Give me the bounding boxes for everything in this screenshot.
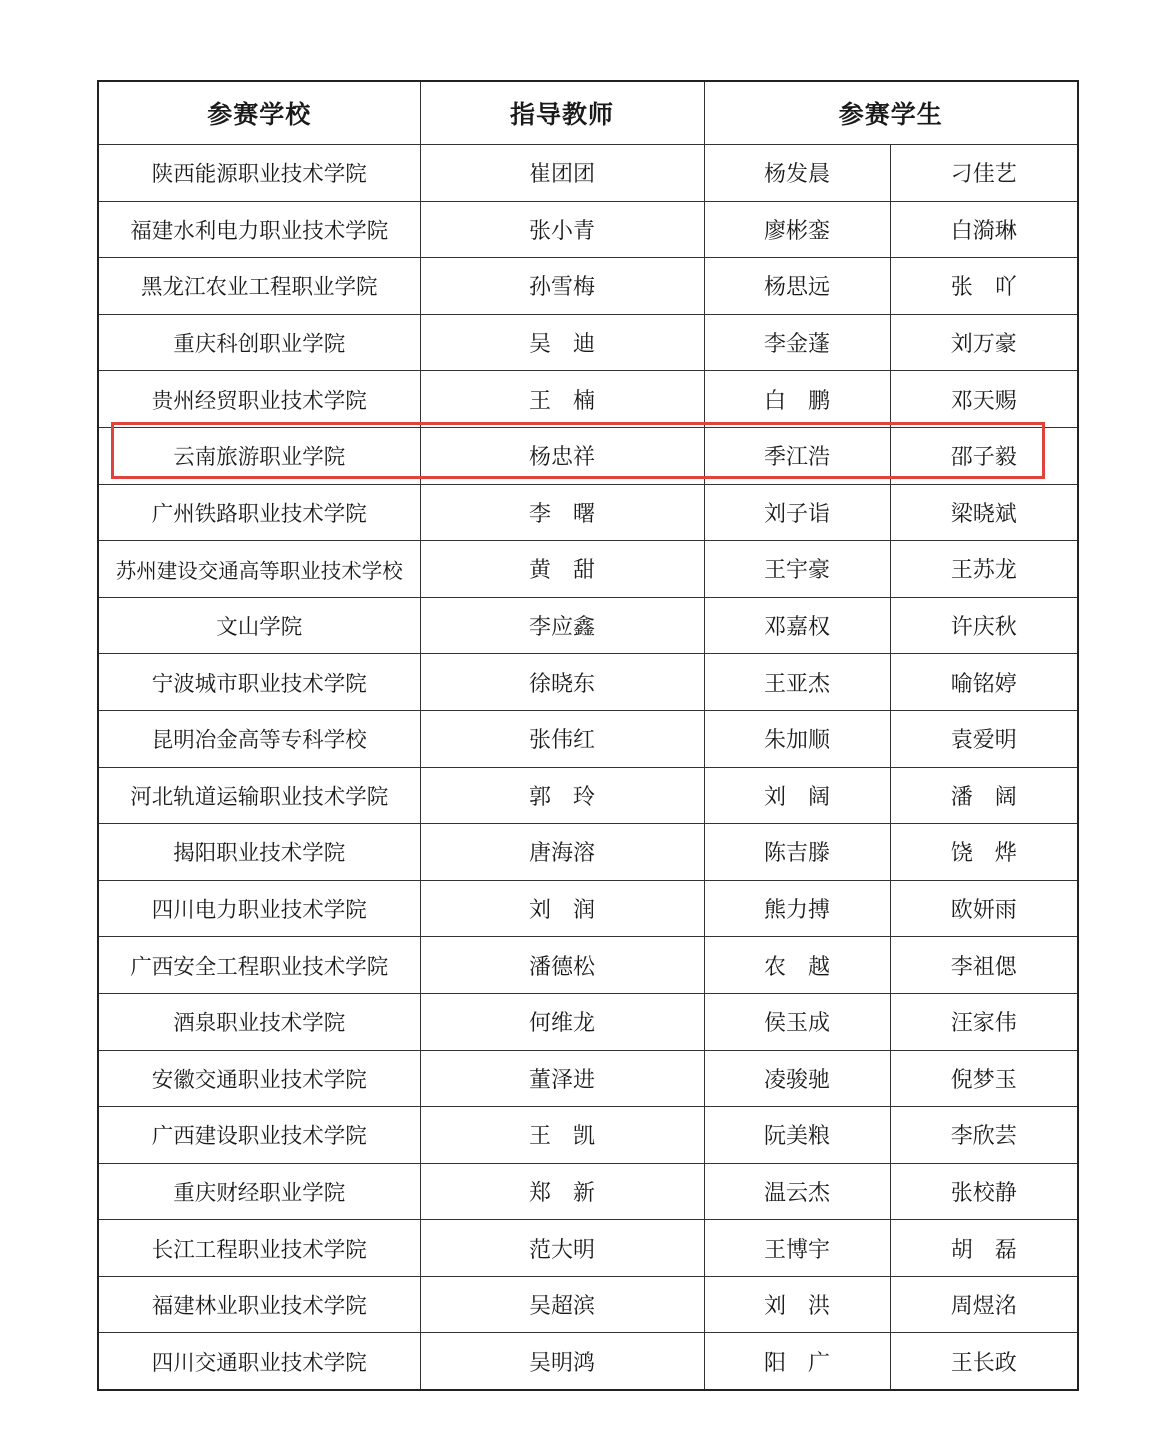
student1-cell: 农 越 xyxy=(704,937,890,994)
teacher-cell: 黄 甜 xyxy=(420,541,704,598)
school-cell: 安徽交通职业技术学院 xyxy=(98,1050,420,1107)
school-cell: 重庆科创职业学院 xyxy=(98,314,420,371)
table-row xyxy=(98,1163,1078,1220)
table-row xyxy=(98,937,1078,994)
teacher-cell: 杨忠祥 xyxy=(420,427,704,484)
student2-cell: 张 吖 xyxy=(890,258,1078,315)
table-row xyxy=(98,993,1078,1050)
student2-cell: 邓天赐 xyxy=(890,371,1078,428)
school-cell: 河北轨道运输职业技术学院 xyxy=(98,767,420,824)
student1-cell: 阮美粮 xyxy=(704,1107,890,1164)
student2-cell: 刁佳艺 xyxy=(890,145,1078,202)
school-cell: 文山学院 xyxy=(98,597,420,654)
teacher-cell: 张小青 xyxy=(420,201,704,258)
student2-cell: 潘 阔 xyxy=(890,767,1078,824)
teacher-cell: 李应鑫 xyxy=(420,597,704,654)
table-row xyxy=(98,880,1078,937)
school-cell: 广西安全工程职业技术学院 xyxy=(98,937,420,994)
student2-cell: 胡 磊 xyxy=(890,1220,1078,1277)
student2-cell: 喻铭婷 xyxy=(890,654,1078,711)
teacher-cell: 唐海溶 xyxy=(420,824,704,881)
teacher-cell: 何维龙 xyxy=(420,993,704,1050)
teacher-cell: 郑 新 xyxy=(420,1163,704,1220)
teacher-cell: 潘德松 xyxy=(420,937,704,994)
header-school: 参赛学校 xyxy=(98,81,420,145)
table-row xyxy=(98,1107,1078,1164)
table-row xyxy=(98,1333,1078,1390)
student1-cell: 季江浩 xyxy=(704,427,890,484)
student2-cell: 王长政 xyxy=(890,1333,1078,1390)
teacher-cell: 董泽进 xyxy=(420,1050,704,1107)
student2-cell: 袁爱明 xyxy=(890,710,1078,767)
teacher-cell: 孙雪梅 xyxy=(420,258,704,315)
header-teacher: 指导教师 xyxy=(420,81,704,145)
student2-cell: 张校静 xyxy=(890,1163,1078,1220)
student1-cell: 王宇豪 xyxy=(704,541,890,598)
teacher-cell: 李 曙 xyxy=(420,484,704,541)
school-cell: 酒泉职业技术学院 xyxy=(98,993,420,1050)
student1-cell: 邓嘉权 xyxy=(704,597,890,654)
school-cell: 陕西能源职业技术学院 xyxy=(98,145,420,202)
student2-cell: 梁晓斌 xyxy=(890,484,1078,541)
student1-cell: 朱加顺 xyxy=(704,710,890,767)
student2-cell: 李祖偲 xyxy=(890,937,1078,994)
table-row xyxy=(98,541,1078,598)
table-row xyxy=(98,484,1078,541)
teacher-cell: 吴超滨 xyxy=(420,1276,704,1333)
student1-cell: 王亚杰 xyxy=(704,654,890,711)
table-row xyxy=(98,1220,1078,1277)
school-cell: 宁波城市职业技术学院 xyxy=(98,654,420,711)
school-cell: 福建林业职业技术学院 xyxy=(98,1276,420,1333)
table-row xyxy=(98,201,1078,258)
student2-cell: 李欣芸 xyxy=(890,1107,1078,1164)
table-row xyxy=(98,314,1078,371)
school-cell: 云南旅游职业学院 xyxy=(98,427,420,484)
school-cell: 广西建设职业技术学院 xyxy=(98,1107,420,1164)
school-cell: 昆明冶金高等专科学校 xyxy=(98,710,420,767)
teacher-cell: 吴 迪 xyxy=(420,314,704,371)
student1-cell: 李金蓬 xyxy=(704,314,890,371)
table-row xyxy=(98,710,1078,767)
student1-cell: 王博宇 xyxy=(704,1220,890,1277)
header-students: 参赛学生 xyxy=(704,81,1078,145)
school-cell: 四川交通职业技术学院 xyxy=(98,1333,420,1390)
student1-cell: 刘 洪 xyxy=(704,1276,890,1333)
student1-cell: 廖彬銮 xyxy=(704,201,890,258)
student2-cell: 许庆秋 xyxy=(890,597,1078,654)
student2-cell: 白漪琳 xyxy=(890,201,1078,258)
student1-cell: 刘 阔 xyxy=(704,767,890,824)
school-cell: 重庆财经职业学院 xyxy=(98,1163,420,1220)
student2-cell: 欧妍雨 xyxy=(890,880,1078,937)
teacher-cell: 吴明鸿 xyxy=(420,1333,704,1390)
school-cell: 四川电力职业技术学院 xyxy=(98,880,420,937)
student2-cell: 汪家伟 xyxy=(890,993,1078,1050)
table-row xyxy=(98,767,1078,824)
teacher-cell: 王 楠 xyxy=(420,371,704,428)
student1-cell: 阳 广 xyxy=(704,1333,890,1390)
school-cell: 揭阳职业技术学院 xyxy=(98,824,420,881)
student1-cell: 凌骏驰 xyxy=(704,1050,890,1107)
table-row xyxy=(98,145,1078,202)
student2-cell: 饶 烨 xyxy=(890,824,1078,881)
table-row-highlighted xyxy=(98,427,1078,484)
teacher-cell: 范大明 xyxy=(420,1220,704,1277)
header-row xyxy=(98,81,1078,145)
table-row xyxy=(98,824,1078,881)
student1-cell: 白 鹏 xyxy=(704,371,890,428)
table-row xyxy=(98,258,1078,315)
table-row xyxy=(98,1050,1078,1107)
student1-cell: 陈吉滕 xyxy=(704,824,890,881)
student2-cell: 周煜洺 xyxy=(890,1276,1078,1333)
student1-cell: 杨发晨 xyxy=(704,145,890,202)
teacher-cell: 徐晓东 xyxy=(420,654,704,711)
school-cell: 贵州经贸职业技术学院 xyxy=(98,371,420,428)
table-row xyxy=(98,1276,1078,1333)
school-cell: 广州铁路职业技术学院 xyxy=(98,484,420,541)
school-cell: 长江工程职业技术学院 xyxy=(98,1220,420,1277)
teacher-cell: 张伟红 xyxy=(420,710,704,767)
student1-cell: 杨思远 xyxy=(704,258,890,315)
school-cell: 福建水利电力职业技术学院 xyxy=(98,201,420,258)
school-cell: 苏州建设交通高等职业技术学校 xyxy=(98,541,420,598)
teacher-cell: 崔团团 xyxy=(420,145,704,202)
student1-cell: 熊力搏 xyxy=(704,880,890,937)
student1-cell: 刘子诣 xyxy=(704,484,890,541)
teacher-cell: 王 凯 xyxy=(420,1107,704,1164)
student2-cell: 王苏龙 xyxy=(890,541,1078,598)
competition-roster-table xyxy=(97,80,1079,1391)
table-row xyxy=(98,371,1078,428)
student1-cell: 侯玉成 xyxy=(704,993,890,1050)
teacher-cell: 刘 润 xyxy=(420,880,704,937)
student1-cell: 温云杰 xyxy=(704,1163,890,1220)
table-row xyxy=(98,597,1078,654)
table-row xyxy=(98,654,1078,711)
student2-cell: 倪梦玉 xyxy=(890,1050,1078,1107)
teacher-cell: 郭 玲 xyxy=(420,767,704,824)
student2-cell: 刘万豪 xyxy=(890,314,1078,371)
school-cell: 黑龙江农业工程职业学院 xyxy=(98,258,420,315)
student2-cell: 邵子毅 xyxy=(890,427,1078,484)
